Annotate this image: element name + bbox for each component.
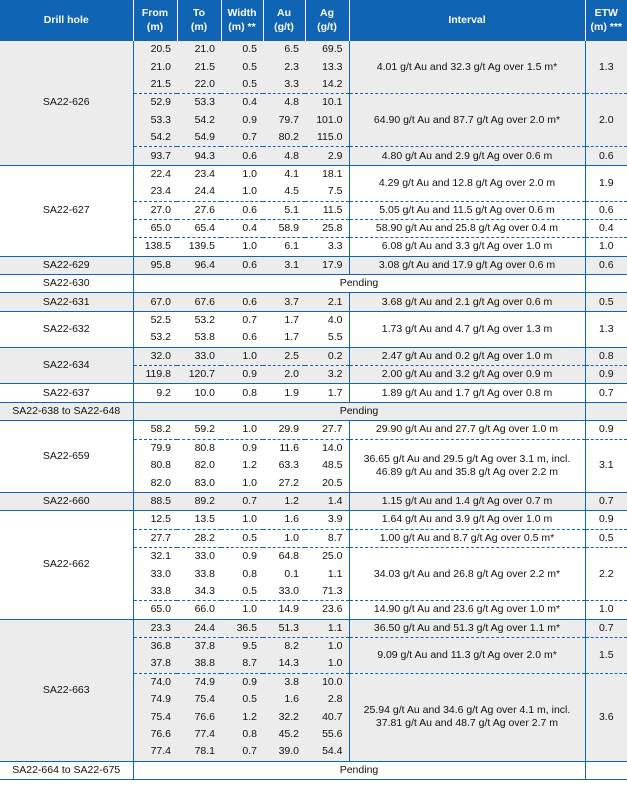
from-cell: 32.0 — [133, 347, 177, 365]
to-cell: 139.5 — [177, 238, 221, 256]
drill-hole-cell: SA22-660 — [0, 492, 133, 510]
etw-cell: 1.9 — [585, 165, 627, 201]
header-ag — [305, 0, 349, 41]
width-cell: 0.6 — [242, 331, 257, 344]
from-cell: 74.9 — [133, 691, 177, 708]
au-cell: 1.9 — [263, 384, 305, 402]
interval-cell: 1.64 g/t Au and 3.9 g/t Ag over 1.0 m — [349, 511, 585, 529]
header-to-unit: (m) — [190, 21, 208, 33]
width-cell: 1.0 — [221, 511, 263, 529]
au-cell: 8.2 — [263, 637, 305, 655]
drill-hole-cell: SA22-630 — [0, 275, 133, 293]
etw-cell: 0.6 — [585, 147, 627, 165]
header-from — [133, 0, 177, 41]
to-cell: 28.2 — [177, 529, 221, 547]
table-row — [0, 384, 627, 402]
width-cell: 0.5 — [221, 691, 263, 708]
from-cell: 20.5 — [133, 41, 177, 59]
etw-cell: 0.8 — [585, 347, 627, 365]
from-cell: 95.8 — [133, 256, 177, 274]
drill-hole-cell: SA22-662 — [0, 511, 133, 619]
ag-cell: 3.9 — [305, 511, 349, 529]
width-cell: 1.0 — [242, 185, 257, 198]
width-cell: 0.9 — [221, 112, 263, 129]
width-cell: 1.0 — [242, 476, 257, 489]
drill-hole-cell: SA22-627 — [0, 165, 133, 256]
from-cell: 65.0 — [133, 219, 177, 237]
au-cell: 63.3 — [278, 459, 299, 472]
width-cell: 1.0 — [221, 347, 263, 365]
to-cell: 89.2 — [177, 492, 221, 510]
from-cell: 52.5 — [133, 311, 177, 329]
to-cell: 53.3 — [177, 94, 221, 112]
from-cell: 74.0 — [133, 673, 177, 691]
width-cell: 0.9 — [221, 673, 263, 691]
au-cell: 4.8 — [263, 94, 305, 112]
to-cell: 59.2 — [177, 421, 221, 439]
etw-cell: 1.5 — [585, 637, 627, 673]
ag-cell: 8.7 — [305, 529, 349, 547]
header-width-label: Width — [227, 7, 257, 19]
etw-cell: 0.5 — [585, 293, 627, 311]
from-cell: 21.5 — [133, 76, 177, 94]
table-row — [0, 347, 627, 365]
ag-cell: 17.9 — [305, 256, 349, 274]
interval-cell: 14.90 g/t Au and 23.6 g/t Ag over 1.0 m* — [349, 601, 585, 619]
etw-cell: 0.7 — [585, 619, 627, 637]
from-cell: 27.0 — [133, 201, 177, 219]
etw-cell — [585, 761, 627, 779]
au-cell: 2.5 — [263, 347, 305, 365]
width-cell: 9.5 — [221, 637, 263, 655]
au-cell: 1.6 — [263, 511, 305, 529]
from-cell: 88.5 — [133, 492, 177, 510]
ag-cell: 14.0 — [305, 439, 349, 457]
interval-cell: 64.90 g/t Au and 87.7 g/t Ag over 2.0 m* — [349, 94, 585, 147]
from-cell: 75.4 — [133, 708, 177, 725]
au-cell: 3.1 — [263, 256, 305, 274]
width-cell: 1.0 — [221, 238, 263, 256]
au-cell: 58.9 — [263, 219, 305, 237]
to-cell: 24.4 — [194, 185, 215, 198]
to-cell: 33.0 — [177, 347, 221, 365]
drill-hole-cell: SA22-626 — [0, 41, 133, 166]
width-cell: 0.6 — [221, 147, 263, 165]
from-cell: 22.4 — [133, 165, 177, 183]
au-cell: 14.9 — [263, 601, 305, 619]
drill-hole-cell: SA22-631 — [0, 293, 133, 311]
to-cell: 96.4 — [177, 256, 221, 274]
ag-cell: 1.0 — [305, 637, 349, 655]
etw-cell — [585, 402, 627, 420]
interval-cell: 4.01 g/t Au and 32.3 g/t Ag over 1.5 m* — [349, 41, 585, 94]
to-cell: 34.3 — [194, 584, 215, 597]
ag-cell: 7.5 — [327, 185, 343, 198]
ag-cell: 2.9 — [305, 147, 349, 165]
header-ag-label: Ag — [320, 7, 334, 19]
from-cell: 23.4 — [150, 185, 171, 198]
etw-cell: 1.0 — [585, 238, 627, 256]
from-cell: 138.5 — [133, 238, 177, 256]
from-cell: 37.8 — [133, 655, 177, 673]
table-row — [0, 402, 627, 420]
au-cell: 4.1 — [263, 165, 305, 183]
ag-cell: 5.5 — [327, 331, 343, 344]
width-cell: 0.7 — [221, 743, 263, 761]
width-cell: 1.0 — [221, 421, 263, 439]
au-cell: 27.2 — [278, 476, 299, 489]
from-cell: 53.3 — [133, 112, 177, 129]
to-cell: 33.8 — [194, 567, 215, 580]
from-cell: 27.7 — [133, 529, 177, 547]
etw-cell: 1.3 — [585, 311, 627, 347]
interval-cell: 3.08 g/t Au and 17.9 g/t Ag over 0.6 m — [349, 256, 585, 274]
interval-cell: 1.15 g/t Au and 1.4 g/t Ag over 0.7 m — [349, 492, 585, 510]
to-cell: 83.0 — [194, 476, 215, 489]
ag-cell: 0.2 — [305, 347, 349, 365]
width-cell: 1.0 — [221, 601, 263, 619]
interval-cell: 9.09 g/t Au and 11.3 g/t Ag over 2.0 m* — [349, 637, 585, 673]
to-cell: 65.4 — [177, 219, 221, 237]
interval-cell: 58.90 g/t Au and 25.8 g/t Ag over 0.4 m — [349, 219, 585, 237]
ag-cell: 3.3 — [305, 238, 349, 256]
ag-cell: 101.0 — [305, 112, 349, 129]
to-cell: 54.2 — [177, 112, 221, 129]
au-cell: 29.9 — [263, 421, 305, 439]
etw-cell: 0.5 — [585, 529, 627, 547]
etw-cell: 0.4 — [585, 219, 627, 237]
ag-cell: 25.0 — [305, 547, 349, 565]
from-cell: 9.2 — [133, 384, 177, 402]
to-cell: 23.4 — [177, 165, 221, 183]
table-row — [0, 761, 627, 779]
ag-cell: 69.5 — [305, 41, 349, 59]
au-cell: 3.3 — [263, 76, 305, 94]
etw-cell: 0.7 — [585, 492, 627, 510]
etw-cell: 0.9 — [585, 366, 627, 384]
table-row — [0, 311, 627, 329]
etw-cell: 3.1 — [585, 439, 627, 492]
from-cell: 53.2 — [150, 331, 171, 344]
au-cell: 32.2 — [263, 708, 305, 725]
width-cell: 0.8 — [242, 567, 257, 580]
au-cell: 64.8 — [263, 547, 305, 565]
drill-hole-cell: SA22-664 to SA22-675 — [0, 761, 133, 779]
to-cell: 13.5 — [177, 511, 221, 529]
width-cell: 0.4 — [221, 94, 263, 112]
interval-cell: 1.89 g/t Au and 1.7 g/t Ag over 0.8 m — [349, 384, 585, 402]
ag-cell: 14.2 — [305, 76, 349, 94]
table-header-row — [0, 0, 627, 41]
to-cell: 21.5 — [177, 58, 221, 75]
from-cell: 33.8 — [150, 584, 171, 597]
au-cell: 51.3 — [263, 619, 305, 637]
header-from-unit: (m) — [146, 21, 164, 33]
ag-cell: 3.2 — [305, 366, 349, 384]
etw-cell: 0.6 — [585, 256, 627, 274]
au-cell: 3.8 — [263, 673, 305, 691]
width-cell: 0.6 — [221, 201, 263, 219]
au-cell: 33.0 — [278, 584, 299, 597]
table-row — [0, 492, 627, 510]
ag-cell: 25.8 — [305, 219, 349, 237]
au-cell: 2.0 — [263, 366, 305, 384]
etw-cell: 1.0 — [585, 601, 627, 619]
table-row — [0, 41, 627, 59]
au-cell: 6.5 — [263, 41, 305, 59]
header-etw-label: ETW — [594, 7, 618, 19]
interval-cell: 6.08 g/t Au and 3.3 g/t Ag over 1.0 m — [349, 238, 585, 256]
table-row — [0, 619, 627, 637]
au-cell: 1.0 — [263, 529, 305, 547]
width-cell: 0.5 — [221, 58, 263, 75]
header-etw — [585, 0, 627, 41]
from-cell: 33.0 — [150, 567, 171, 580]
from-cell: 12.5 — [133, 511, 177, 529]
table-row — [0, 256, 627, 274]
ag-cell: 40.7 — [305, 708, 349, 725]
au-cell: 5.1 — [263, 201, 305, 219]
au-cell: 1.6 — [263, 691, 305, 708]
header-from-label: From — [141, 7, 169, 19]
to-cell: 80.8 — [177, 439, 221, 457]
etw-cell: 3.6 — [585, 673, 627, 761]
header-drill-hole: Drill hole — [0, 0, 133, 41]
to-cell: 10.0 — [177, 384, 221, 402]
from-cell: 23.3 — [133, 619, 177, 637]
pending-cell: Pending — [133, 761, 585, 779]
header-au-unit: (g/t) — [274, 21, 294, 33]
pending-cell: Pending — [133, 402, 585, 420]
ag-cell: 4.0 — [305, 311, 349, 329]
table-row — [0, 165, 627, 183]
ag-cell: 23.6 — [305, 601, 349, 619]
to-cell: 38.8 — [177, 655, 221, 673]
from-cell: 21.0 — [133, 58, 177, 75]
au-cell: 2.3 — [263, 58, 305, 75]
ag-cell: 20.5 — [322, 476, 343, 489]
width-cell: 0.7 — [221, 129, 263, 147]
au-cell: 45.2 — [263, 726, 305, 743]
interval-cell: 3.68 g/t Au and 2.1 g/t Ag over 0.6 m — [349, 293, 585, 311]
width-cell: 0.5 — [221, 76, 263, 94]
from-cell: 93.7 — [133, 147, 177, 165]
pending-cell: Pending — [133, 275, 585, 293]
ag-cell: 1.1 — [327, 567, 343, 580]
width-cell: 0.9 — [221, 439, 263, 457]
ag-cell: 71.3 — [322, 584, 343, 597]
to-cell: 67.6 — [177, 293, 221, 311]
width-cell: 0.5 — [242, 584, 257, 597]
au-cell: 6.1 — [263, 238, 305, 256]
au-cell: 80.2 — [263, 129, 305, 147]
from-cell: 119.8 — [133, 366, 177, 384]
to-cell: 94.3 — [177, 147, 221, 165]
interval-cell: 36.50 g/t Au and 51.3 g/t Ag over 1.1 m* — [349, 619, 585, 637]
drill-hole-cell: SA22-634 — [0, 347, 133, 384]
au-cell: 79.7 — [263, 112, 305, 129]
width-cell: 0.8 — [221, 384, 263, 402]
from-cell: 67.0 — [133, 293, 177, 311]
ag-cell: 11.5 — [305, 201, 349, 219]
ag-cell: 1.4 — [305, 492, 349, 510]
to-cell: 21.0 — [177, 41, 221, 59]
width-cell: 0.5 — [221, 41, 263, 59]
ag-cell: 13.3 — [305, 58, 349, 75]
from-cell: 32.1 — [133, 547, 177, 565]
header-au-label: Au — [277, 7, 291, 19]
drill-hole-cell: SA22-632 — [0, 311, 133, 347]
header-to — [177, 0, 221, 41]
drill-hole-cell: SA22-638 to SA22-648 — [0, 402, 133, 420]
width-cell: 36.5 — [221, 619, 263, 637]
ag-cell: 18.1 — [305, 165, 349, 183]
to-cell: 75.4 — [177, 691, 221, 708]
au-cell: 14.3 — [263, 655, 305, 673]
to-cell: 27.6 — [177, 201, 221, 219]
to-cell: 77.4 — [177, 726, 221, 743]
from-cell: 76.6 — [133, 726, 177, 743]
header-width-unit: (m) ** — [228, 21, 256, 33]
interval-cell: 2.47 g/t Au and 0.2 g/t Ag over 1.0 m — [349, 347, 585, 365]
au-cell: 1.7 — [263, 311, 305, 329]
ag-cell: 1.7 — [305, 384, 349, 402]
drill-hole-cell: SA22-663 — [0, 619, 133, 761]
au-cell: 0.1 — [284, 567, 299, 580]
to-cell: 53.8 — [194, 331, 215, 344]
to-cell: 24.4 — [177, 619, 221, 637]
from-cell: 79.9 — [133, 439, 177, 457]
to-cell: 66.0 — [177, 601, 221, 619]
to-cell: 120.7 — [177, 366, 221, 384]
au-cell: 1.2 — [263, 492, 305, 510]
ag-cell: 55.6 — [305, 726, 349, 743]
to-cell: 76.6 — [177, 708, 221, 725]
au-cell: 1.7 — [284, 331, 299, 344]
etw-cell: 1.3 — [585, 41, 627, 94]
drill-hole-cell: SA22-637 — [0, 384, 133, 402]
interval-cell: 1.00 g/t Au and 8.7 g/t Ag over 0.5 m* — [349, 529, 585, 547]
interval-cell: 4.29 g/t Au and 12.8 g/t Ag over 2.0 m — [349, 165, 585, 201]
to-cell: 22.0 — [177, 76, 221, 94]
to-cell: 37.8 — [177, 637, 221, 655]
width-cell: 1.2 — [221, 708, 263, 725]
interval-cell: 4.80 g/t Au and 2.9 g/t Ag over 0.6 m — [349, 147, 585, 165]
interval-cell: 36.65 g/t Au and 29.5 g/t Ag over 3.1 m, incl. 46.89 g/t Au and 35.8 g/t Ag over 2.2 m — [349, 439, 585, 492]
ag-cell: 2.8 — [305, 691, 349, 708]
to-cell: 74.9 — [177, 673, 221, 691]
width-cell: 0.6 — [221, 256, 263, 274]
interval-cell: 1.73 g/t Au and 4.7 g/t Ag over 1.3 m — [349, 311, 585, 347]
interval-cell: 5.05 g/t Au and 11.5 g/t Ag over 0.6 m — [349, 201, 585, 219]
from-cell: 36.8 — [133, 637, 177, 655]
etw-cell: 2.0 — [585, 94, 627, 147]
width-cell: 0.9 — [221, 547, 263, 565]
interval-cell: 2.00 g/t Au and 3.2 g/t Ag over 0.9 m — [349, 366, 585, 384]
table-row — [0, 421, 627, 439]
to-cell: 54.9 — [177, 129, 221, 147]
au-cell: 4.5 — [284, 185, 299, 198]
table-row — [0, 511, 627, 529]
from-cell: 82.0 — [150, 476, 171, 489]
to-cell: 78.1 — [177, 743, 221, 761]
width-cell: 0.4 — [221, 219, 263, 237]
header-to-label: To — [192, 7, 206, 19]
from-cell: 52.9 — [133, 94, 177, 112]
ag-cell: 2.1 — [305, 293, 349, 311]
to-cell: 53.2 — [177, 311, 221, 329]
ag-cell: 54.4 — [305, 743, 349, 761]
to-cell: 82.0 — [194, 459, 215, 472]
ag-cell: 1.0 — [305, 655, 349, 673]
to-cell: 33.0 — [177, 547, 221, 565]
header-ag-unit: (g/t) — [317, 21, 337, 33]
ag-cell: 48.5 — [322, 459, 343, 472]
drill-hole-cell: SA22-659 — [0, 421, 133, 493]
width-cell: 0.8 — [221, 726, 263, 743]
header-width — [221, 0, 263, 41]
ag-cell: 1.1 — [305, 619, 349, 637]
from-cell: 77.4 — [133, 743, 177, 761]
ag-cell: 10.0 — [305, 673, 349, 691]
au-cell: 11.6 — [263, 439, 305, 457]
etw-cell: 2.2 — [585, 547, 627, 600]
ag-cell: 115.0 — [305, 129, 349, 147]
etw-cell: 0.7 — [585, 384, 627, 402]
ag-cell: 10.1 — [305, 94, 349, 112]
header-etw-unit: (m) *** — [590, 21, 622, 33]
interval-cell: 25.94 g/t Au and 34.6 g/t Ag over 4.1 m, incl. 37.81 g/t Au and 48.7 g/t Ag over 2.7 m — [349, 673, 585, 761]
au-cell: 39.0 — [263, 743, 305, 761]
width-cell: 0.6 — [221, 293, 263, 311]
width-cell: 1.2 — [242, 459, 257, 472]
width-cell: 0.9 — [221, 366, 263, 384]
drill-hole-cell: SA22-629 — [0, 256, 133, 274]
width-cell: 0.7 — [221, 492, 263, 510]
interval-cell: 29.90 g/t Au and 27.7 g/t Ag over 1.0 m — [349, 421, 585, 439]
etw-cell: 0.9 — [585, 511, 627, 529]
au-cell: 4.8 — [263, 147, 305, 165]
etw-cell: 0.9 — [585, 421, 627, 439]
table-row — [0, 275, 627, 293]
table-body — [0, 41, 627, 780]
ag-cell: 27.7 — [305, 421, 349, 439]
from-cell: 58.2 — [133, 421, 177, 439]
width-cell: 0.5 — [221, 529, 263, 547]
table-row — [0, 293, 627, 311]
interval-cell: 34.03 g/t Au and 26.8 g/t Ag over 2.2 m* — [349, 547, 585, 600]
etw-cell — [585, 275, 627, 293]
header-interval: Interval — [349, 0, 585, 41]
etw-cell: 0.6 — [585, 201, 627, 219]
from-cell: 54.2 — [133, 129, 177, 147]
width-cell: 8.7 — [221, 655, 263, 673]
from-cell: 80.8 — [150, 459, 171, 472]
from-cell: 65.0 — [133, 601, 177, 619]
au-cell: 3.7 — [263, 293, 305, 311]
width-cell: 0.7 — [221, 311, 263, 329]
header-au — [263, 0, 305, 41]
width-cell: 1.0 — [221, 165, 263, 183]
